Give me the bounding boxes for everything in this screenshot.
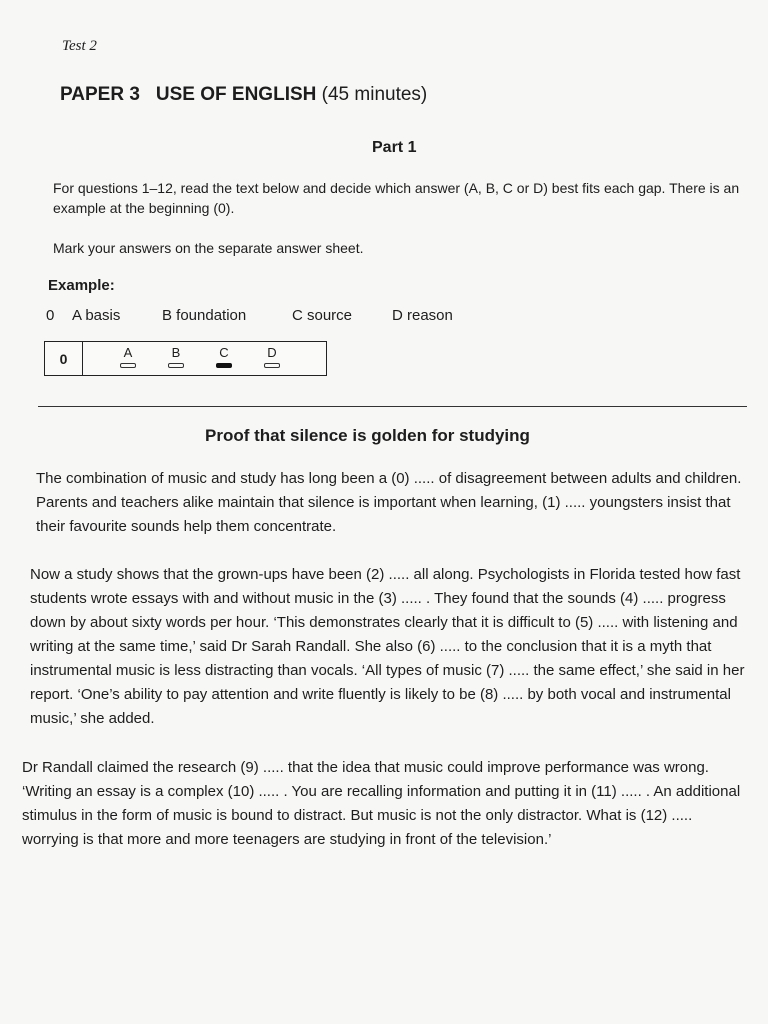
text-title: Proof that silence is golden for studying [205,426,530,445]
answer-choice-d-letter: D [267,345,277,360]
answer-choice-c-mark [216,363,232,368]
answer-box-number: 0 [45,342,83,375]
answer-choice-b-letter: B [171,345,181,360]
test-label: Test 2 [62,38,97,54]
answer-choice-c[interactable] [213,345,235,368]
answer-box-choices [83,342,326,375]
paragraph-1-text: The combination of music and study has long been a (0) ..... of disagreement between adults and children. Parents and teachers alike maintain that silence is important when learning, (1) ..... youngsters insist that their favourite sounds help them concentrate. [36,470,742,535]
answer-choice-d[interactable] [261,345,283,368]
example-option-c: C source [292,307,353,324]
text-paragraph-2 [30,563,748,731]
example-option-a: A basis [72,307,121,324]
paper-number: PAPER 3 [60,84,140,105]
answer-choice-a-mark [120,363,136,368]
paragraph-3-text: Dr Randall claimed the research (9) ..... that the idea that music could improve performance was wrong. ‘Writing an essay is a complex (10) ..... . You are recalling information and putting it in (11) ..... . An additional stimulus in the form of music is bound to distract. But music is not the only distractor. What is (12) ..... worrying is that more and more teenagers are studying in front of the television.’ [22,759,741,848]
answer-choice-c-letter: C [219,345,229,360]
answer-choice-d-mark [264,363,280,368]
example-answer-box [44,341,327,376]
example-label: Example: [48,277,115,294]
answer-choice-a[interactable] [117,345,139,368]
answer-choice-b[interactable] [165,345,187,368]
text-paragraph-1 [36,467,748,539]
paper-name: USE OF ENGLISH [155,84,317,105]
answer-choice-a-letter: A [123,345,133,360]
paper-title [60,84,427,106]
example-option-d: D reason [392,307,453,324]
instructions-questions: For questions 1–12, read the text below and decide which answer (A, B, C or D) best fits each gap. There is an example at the beginning (0). [53,180,740,216]
instructions-answer-sheet: Mark your answers on the separate answer sheet. [53,240,364,256]
paragraph-2-text: Now a study shows that the grown-ups have been (2) ..... all along. Psychologists in Florida tested how fast students wrote essays with and without music in the (3) ..... . They found that the sounds (4) ..... progress down by about sixty words per hour. ‘This demonstrates clearly that it is difficult to (5) ..... with listening and writing at the same time,’ said Dr Sarah Randall. She also (6) ..... to the conclusion that it is a myth that instrumental music is less distracting than vocals. ‘All types of music (7) ..... the same effect,’ she said in her report. ‘One’s ability to pay attention and write fluently is likely to be (8) ..... by both vocal and instrumental music,’ she added. [30,566,745,727]
answer-choice-b-mark [168,363,184,368]
example-number: 0 [46,307,55,324]
text-paragraph-3 [22,756,748,852]
part-label: Part 1 [372,139,417,156]
example-options [46,307,453,324]
paper-duration: (45 minutes) [321,84,428,105]
example-option-b: B foundation [162,307,247,324]
section-divider [38,406,747,407]
